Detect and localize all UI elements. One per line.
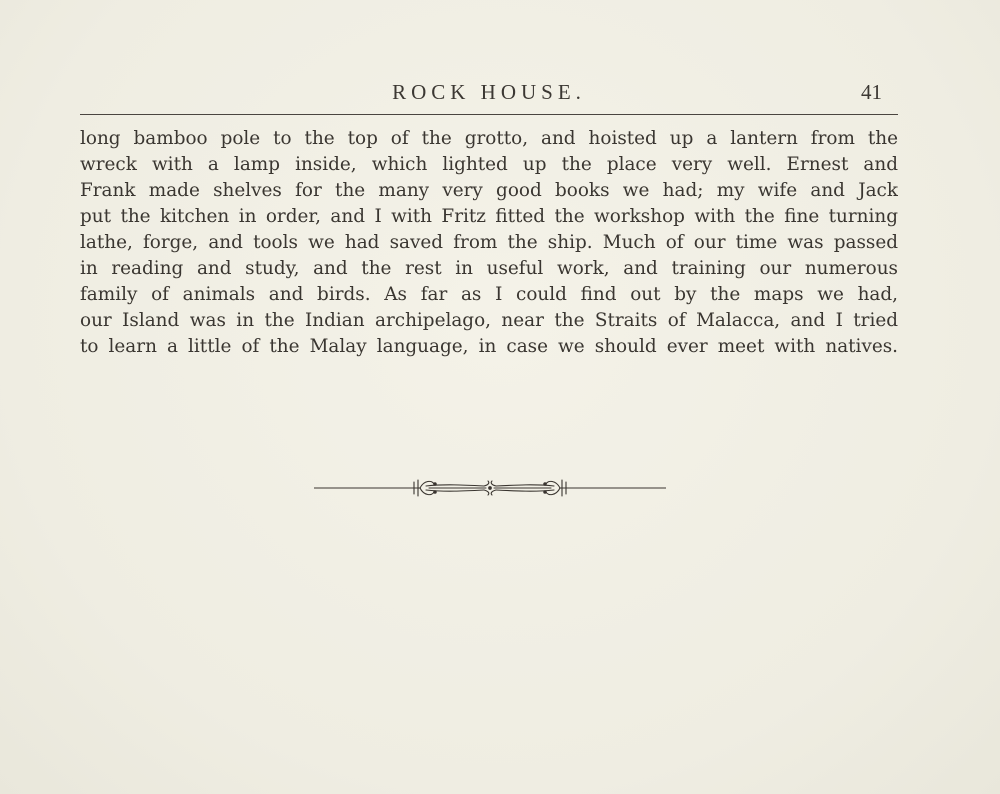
- text-line: our Island was in the Indian archipelago, near the Straits of Malacca, and I tried: [80, 310, 898, 331]
- text-line: lathe, forge, and tools we had saved from the ship. Much of our time was passed: [80, 232, 898, 253]
- text-line: long bamboo pole to the top of the grotto, and hoisted up a lantern from the: [80, 128, 898, 149]
- text-line: in reading and study, and the rest in useful work, and training our numerous: [80, 258, 898, 279]
- running-head: [80, 80, 898, 110]
- page-number: 41: [861, 80, 882, 104]
- running-title: ROCK HOUSE.: [392, 80, 586, 104]
- text-line: to learn a little of the Malay language, in case we should ever meet with natives.: [80, 336, 898, 357]
- text-line: family of animals and birds. As far as I could find out by the maps we had,: [80, 284, 898, 305]
- body-paragraph: [80, 126, 898, 360]
- text-line: Frank made shelves for the many very good books we had; my wife and Jack: [80, 180, 898, 201]
- text-line: put the kitchen in order, and I with Fritz fitted the workshop with the fine turning: [80, 206, 898, 227]
- decorative-scroll-divider-icon: [314, 476, 666, 500]
- header-rule: [80, 114, 898, 115]
- text-line: wreck with a lamp inside, which lighted up the place very well. Ernest and: [80, 154, 898, 175]
